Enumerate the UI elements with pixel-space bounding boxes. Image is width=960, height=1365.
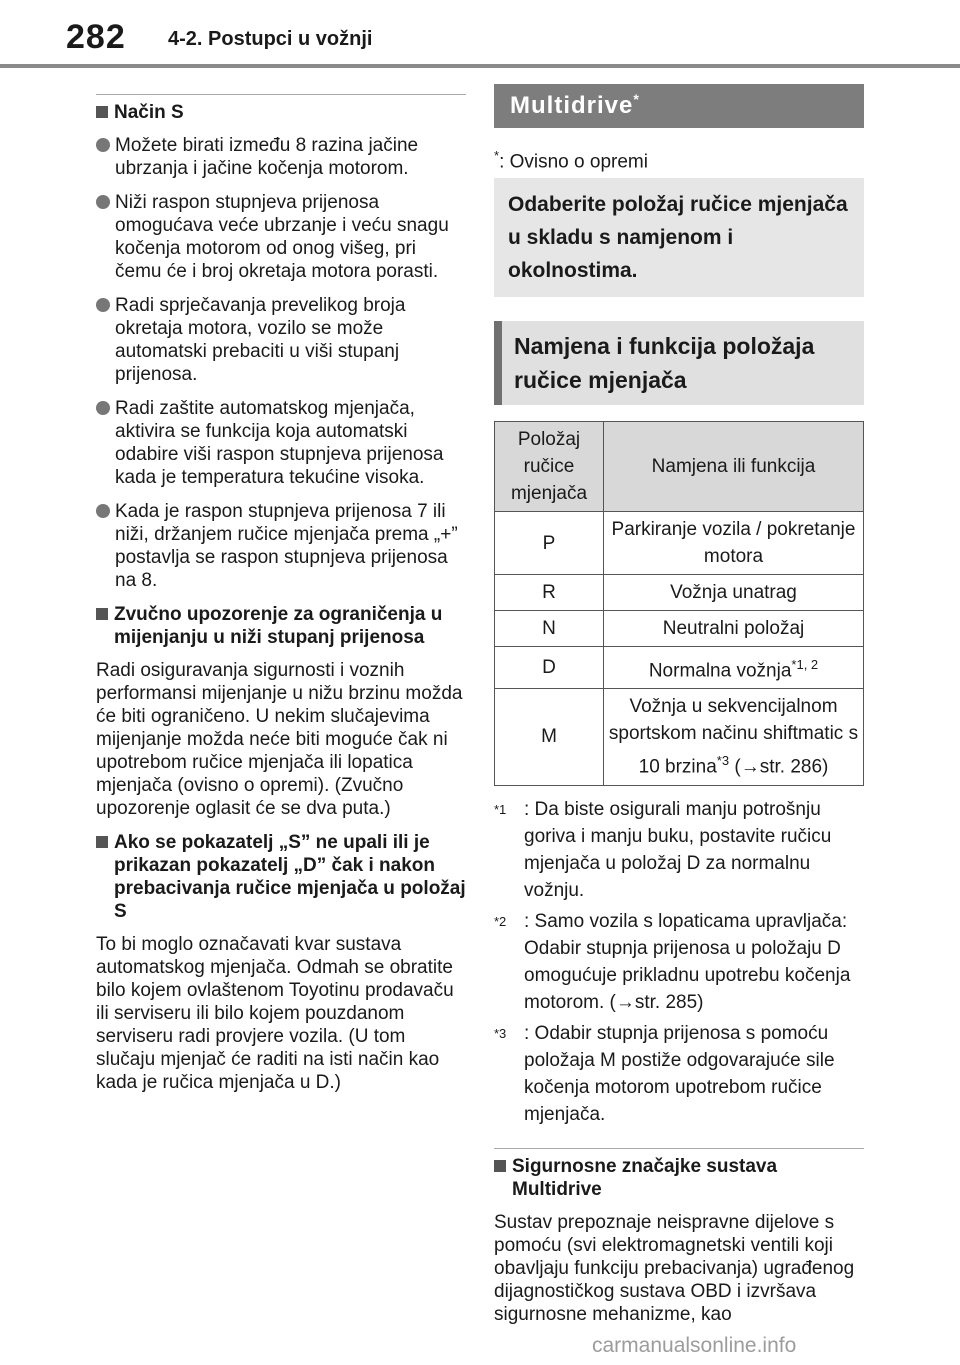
footnote: $^{*2}$ : Samo vozila s lopaticama upravljača: Odabir stupnja prijenosa u položaju D omogućuje prikladnu upotrebu kočenja motorom. (→str. 285) [494, 910, 851, 1013]
function-cell: Vožnja u sekvencijalnom sportskom načinu shiftmatic s 10 brzina$^{*3}$ (→str. 286) [604, 689, 864, 785]
table-row [495, 689, 864, 785]
bullet-item: Radi zaštite automatskog mjenjača, aktivira se funkcija koja automatski odabire viši raspon stupnjeva prijenosa kada je temperatura tekućine visoka. [96, 397, 466, 489]
function-cell: Parkiranje vozila / pokretanje motora [604, 512, 864, 575]
table-row [495, 512, 864, 575]
left-column [96, 94, 466, 1105]
function-cell: Vožnja unatrag [604, 575, 864, 611]
shift-position-table [494, 421, 864, 786]
right-column [494, 84, 864, 1337]
bullet-item: Radi sprječavanja prevelikog broja okretaja motora, vozilo se može automatski prebaciti u viši stupanj prijenosa. [96, 294, 466, 386]
subsection-heading-mode-s: Način S [96, 101, 466, 124]
select-position-box: Odaberite položaj ručice mjenjača u skladu s namjenom i okolnostima. [494, 178, 864, 297]
bullet-item: Možete birati između 8 razina jačine ubrzanja i jačine kočenja motorom. [96, 134, 466, 180]
watermark: carmanualsonline.info [592, 1334, 797, 1357]
round-bullet-icon [96, 298, 110, 312]
purpose-heading-box: Namjena i funkcija položaja ručice mjenjača [494, 321, 864, 405]
position-cell: D [495, 647, 604, 689]
subsection-heading-safety: Sigurnosne značajke sustava Multidrive [494, 1155, 864, 1201]
table-header-cell: Položaj ručice mjenjača [495, 422, 604, 512]
table-header-cell: Namjena ili funkcija [604, 422, 864, 512]
function-cell: Neutralni položaj [604, 611, 864, 647]
round-bullet-icon [96, 195, 110, 209]
footnote: $^{*3}$ : Odabir stupnja prijenosa s pomoću položaja M postiže odgovarajuće sile kočenja motorom upotrebom ručice mjenjača. [494, 1022, 835, 1125]
subsection-divider [96, 94, 466, 95]
square-bullet-icon [494, 1160, 506, 1172]
round-bullet-icon [96, 504, 110, 518]
safety-section [494, 1148, 864, 1326]
header-rule [0, 64, 960, 68]
position-cell: M [495, 689, 604, 785]
safety-paragraph: Sustav prepoznaje neispravne dijelove s pomoću (svi elektromagnetski ventili koji obavljaju funkciju prebacivanja) ugrađenog dijagnostičkog sustava OBD i izvršava sigurnosne mehanizme, kao [494, 1211, 855, 1325]
equipment-note: *: Ovisno o opremi [494, 148, 648, 173]
warning-paragraph: Radi osiguravanja sigurnosti i voznih performansi mijenjanje u nižu brzinu možda će biti ograničeno. U nekim slučajevima mijenjanje možda neće biti moguće čak ni upotrebom ručice mjenjača ili lopatica mjenjača (ovisno o opremi). (Zvučno upozorenje oglasit će se dva puta.) [96, 660, 463, 819]
subsection-heading-warning: Zvučno upozorenje za ograničenja u mijenjanju u niži stupanj prijenosa [96, 603, 466, 649]
round-bullet-icon [96, 138, 110, 152]
function-cell: Normalna vožnja$^{*1, 2}$ [604, 647, 864, 689]
table-row [495, 611, 864, 647]
table-header-row [495, 422, 864, 512]
subsection-heading-indicator: Ako se pokazatelj „S” ne upali ili je prikazan pokazatelj „D” čak i nakon prebacivanja ručice mjenjača u položaj S [96, 831, 466, 923]
bullet-item: Kada je raspon stupnjeva prijenosa 7 ili niži, držanjem ručice mjenjača prema „+” postavlja se raspon stupnjeva prijenosa na 8. [96, 500, 466, 592]
position-cell: N [495, 611, 604, 647]
position-cell: R [495, 575, 604, 611]
footnote: $^{*1}$ : Da biste osigurali manju potrošnju goriva i manju buku, postavite ručicu mjenjača u položaj D za normalnu vožnju. [494, 798, 832, 901]
round-bullet-icon [96, 401, 110, 415]
section-title-bar: Multidrive* [494, 84, 864, 128]
square-bullet-icon [96, 836, 108, 848]
page-number: 282 [66, 18, 126, 56]
page-reference-link[interactable]: (→str. 286) [734, 756, 829, 778]
footnotes [494, 796, 864, 1128]
bullet-item: Niži raspon stupnjeva prijenosa omogućava veće ubrzanje i veću snagu kočenja motorom od onog višeg, pri čemu će i broj okretaja motora porasti. [96, 191, 466, 283]
subsection-divider [494, 1148, 864, 1149]
square-bullet-icon [96, 608, 108, 620]
square-bullet-icon [96, 106, 108, 118]
position-cell: P [495, 512, 604, 575]
table-row [495, 575, 864, 611]
section-title: 4-2. Postupci u vožnji [168, 28, 373, 50]
page-header [0, 0, 960, 68]
table-row [495, 647, 864, 689]
indicator-paragraph: To bi moglo označavati kvar sustava automatskog mjenjača. Odmah se obratite bilo kojem ovlaštenom Toyotinu prodavaču ili serviseru ili bilo kojem pouzdanom serviseru radi provjere vozila. (U tom slučaju mjenjač će raditi na isti način kao kada je ručica mjenjača u D.) [96, 934, 454, 1093]
